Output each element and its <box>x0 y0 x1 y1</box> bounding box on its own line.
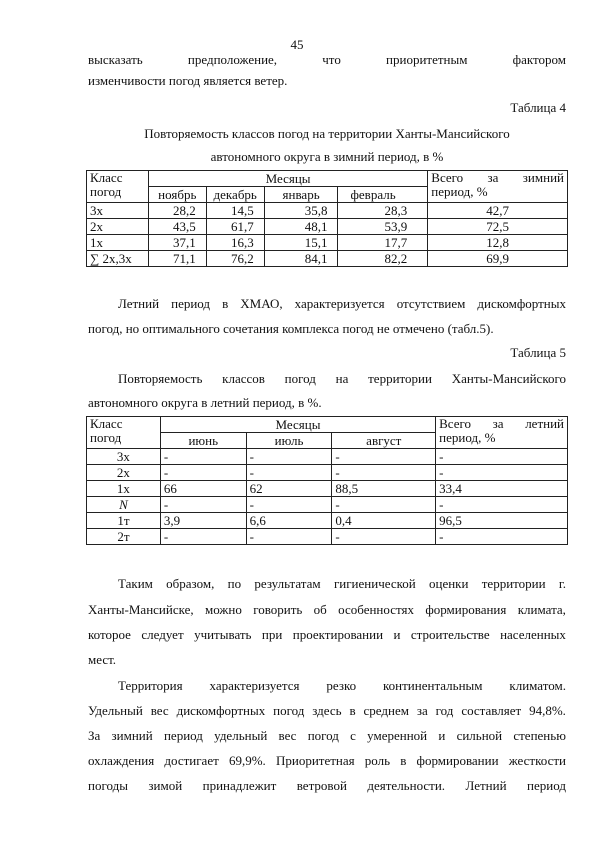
month-header: июль <box>246 433 332 449</box>
word: Таким <box>118 576 153 591</box>
total-cell: 69,9 <box>428 251 568 267</box>
value-cell: - <box>332 529 436 545</box>
word: сильной <box>456 728 503 743</box>
value-cell: 17,7 <box>338 235 428 251</box>
word: характеризуется <box>294 296 385 311</box>
word: приоритетным <box>386 52 468 67</box>
value-cell: - <box>332 465 436 481</box>
row-class-cell: 2т <box>87 529 161 545</box>
total-cell: 96,5 <box>436 513 568 529</box>
word: на <box>335 371 349 386</box>
month-header: февраль <box>338 187 428 203</box>
value-cell: - <box>332 449 436 465</box>
word: Ханты-Мансийске, <box>88 602 194 617</box>
word: летний <box>525 416 564 431</box>
value-cell: 88,5 <box>332 481 436 497</box>
word: резко <box>326 678 357 693</box>
value-cell: 76,2 <box>206 251 264 267</box>
value-cell: 28,2 <box>148 203 206 219</box>
table-row <box>87 171 568 187</box>
word: дискомфортных <box>176 703 266 718</box>
row-class-cell: N <box>87 497 161 513</box>
word: строительстве <box>410 627 490 642</box>
total-cell: - <box>436 465 568 481</box>
word: с <box>350 728 356 743</box>
table-row <box>87 513 568 529</box>
total-cell: - <box>436 529 568 545</box>
word: степенью <box>513 728 566 743</box>
value-cell: 37,1 <box>148 235 206 251</box>
word: за <box>492 416 504 431</box>
paragraph-4-line-3 <box>88 728 566 744</box>
value-cell: 62 <box>246 481 332 497</box>
value-cell: 84,1 <box>264 251 338 267</box>
value-cell: - <box>246 529 332 545</box>
value-cell: 71,1 <box>148 251 206 267</box>
row-class-cell: 1х <box>87 235 149 251</box>
value-cell: - <box>160 529 246 545</box>
value-cell: - <box>160 449 246 465</box>
word: территории <box>368 371 432 386</box>
table-row <box>87 449 568 465</box>
word: результатам <box>254 576 321 591</box>
word: оценки <box>429 576 469 591</box>
word: следует <box>141 627 184 642</box>
value-cell: 28,3 <box>338 203 428 219</box>
word: классов <box>222 371 265 386</box>
word: 94,8%. <box>529 703 566 718</box>
value-cell: 16,3 <box>206 235 264 251</box>
paragraph-1-line-1 <box>88 52 566 68</box>
word: деятельности. <box>367 778 446 793</box>
word: вес <box>278 728 297 743</box>
word: континентальным <box>383 678 483 693</box>
table-4-title-line-1: Повторяемость классов погод на территории Ханты-Мансийского <box>144 126 510 141</box>
word: характеризуется <box>209 678 300 693</box>
word: зимой <box>148 778 183 793</box>
word: Летний <box>118 296 160 311</box>
word: здесь <box>312 703 342 718</box>
value-cell: - <box>246 465 332 481</box>
word: образом, <box>166 576 215 591</box>
word: в <box>222 296 229 311</box>
table-header-class: Класс погод <box>87 171 149 203</box>
word: которое <box>88 627 131 642</box>
word: Повторяемость <box>118 371 203 386</box>
word: можно <box>204 602 242 617</box>
paragraph-3-line-4: мест. <box>88 652 117 667</box>
month-header: июнь <box>160 433 246 449</box>
word: и <box>438 728 446 743</box>
total-cell: - <box>436 497 568 513</box>
word: Летний <box>465 778 507 793</box>
value-cell: 48,1 <box>264 219 338 235</box>
word: что <box>322 52 341 67</box>
table-4 <box>86 170 568 267</box>
word: Ханты-Мансийского <box>451 371 566 386</box>
word: формирования <box>425 602 507 617</box>
word: удельный <box>214 728 268 743</box>
word: умеренной <box>367 728 428 743</box>
paragraph-4-line-1 <box>118 678 566 694</box>
table-5-title-line-2: автономного округа в летний период, в %. <box>88 395 322 410</box>
value-cell: - <box>246 497 332 513</box>
value-cell: 0,4 <box>332 513 436 529</box>
table-header-class: Класс погод <box>87 417 161 449</box>
word: За <box>88 728 101 743</box>
page-number: 45 <box>290 37 304 52</box>
word: Всего <box>431 170 464 185</box>
value-cell: 14,5 <box>206 203 264 219</box>
word: погоды <box>88 778 128 793</box>
table-header-total: Всего за летний период, % <box>436 417 568 449</box>
word: климата, <box>517 602 566 617</box>
word: ХМАО, <box>240 296 283 311</box>
value-cell: 35,8 <box>264 203 338 219</box>
word: ветровой <box>296 778 347 793</box>
month-header: январь <box>264 187 338 203</box>
table-row <box>87 219 568 235</box>
word: за <box>487 170 499 185</box>
word: особенностях <box>338 602 414 617</box>
word: погод <box>284 371 316 386</box>
word: за <box>416 703 428 718</box>
word: составляет <box>461 703 522 718</box>
value-cell: 6,6 <box>246 513 332 529</box>
table-row <box>87 235 568 251</box>
table-row <box>87 417 568 433</box>
word: период <box>527 778 566 793</box>
value-cell: - <box>332 497 436 513</box>
paragraph-2-line-2: погод, но оптимального сочетания комплекса погод не отмечено (табл.5). <box>88 321 494 336</box>
paragraph-1-line-2: изменчивости погод является ветер. <box>88 73 288 88</box>
word: высказать <box>88 52 143 67</box>
total-cell: 33,4 <box>436 481 568 497</box>
table-4-title-line-2: автономного округа в зимний период, в % <box>210 149 444 164</box>
table-row <box>87 481 568 497</box>
paragraph-3-line-3 <box>88 627 566 643</box>
value-cell: 53,9 <box>338 219 428 235</box>
word: г. <box>558 576 566 591</box>
word: достигает <box>164 753 219 768</box>
table-5-label: Таблица 5 <box>510 345 566 360</box>
word: Всего <box>439 416 472 431</box>
word: в <box>349 703 356 718</box>
table-header-months: Месяцы <box>148 171 427 187</box>
row-class-cell: 3х <box>87 203 149 219</box>
table-5 <box>86 416 568 545</box>
table-5-title-line-1 <box>118 371 566 387</box>
paragraph-2-line-1 <box>118 296 566 312</box>
table-row <box>87 529 568 545</box>
word: населенных <box>500 627 566 642</box>
value-cell: 82,2 <box>338 251 428 267</box>
table-header-months: Месяцы <box>160 417 435 433</box>
word: предположение, <box>187 52 278 67</box>
paragraph-4-line-4 <box>88 753 566 769</box>
word: говорить <box>253 602 303 617</box>
row-class-cell: 3х <box>87 449 161 465</box>
word: год <box>435 703 454 718</box>
table-row <box>87 251 568 267</box>
word: вес <box>150 703 169 718</box>
month-header: ноябрь <box>148 187 206 203</box>
word: дискомфортных <box>477 296 566 311</box>
word: формировании <box>416 753 499 768</box>
word: проектировании <box>292 627 384 642</box>
month-header: декабрь <box>206 187 264 203</box>
paragraph-4-line-2 <box>88 703 566 719</box>
value-cell: - <box>160 497 246 513</box>
row-class-cell: ∑ 2х,3х <box>87 251 149 267</box>
word: в <box>400 753 407 768</box>
word: период <box>163 728 203 743</box>
table-header-total: Всего за зимний период, % <box>428 171 568 203</box>
total-cell: 72,5 <box>428 219 568 235</box>
month-header: август <box>332 433 436 449</box>
word: климатом. <box>509 678 566 693</box>
value-cell: 43,5 <box>148 219 206 235</box>
paragraph-3-line-1 <box>118 576 566 592</box>
value-cell: 15,1 <box>264 235 338 251</box>
total-cell: 12,8 <box>428 235 568 251</box>
word: зимний <box>111 728 153 743</box>
word: принадлежит <box>202 778 277 793</box>
word: гигиенической <box>333 576 416 591</box>
value-cell: 66 <box>160 481 246 497</box>
row-class-cell: 2х <box>87 465 161 481</box>
word: погод <box>307 728 339 743</box>
word: жесткости <box>508 753 566 768</box>
total-cell: 42,7 <box>428 203 568 219</box>
word: об <box>313 602 327 617</box>
word: Приоритетная <box>275 753 355 768</box>
row-class-cell: 1х <box>87 481 161 497</box>
total-cell: - <box>436 449 568 465</box>
value-cell: 61,7 <box>206 219 264 235</box>
word: среднем <box>363 703 409 718</box>
word: при <box>261 627 283 642</box>
word: охлаждения <box>88 753 155 768</box>
word: территории <box>481 576 546 591</box>
word: период <box>171 296 211 311</box>
row-class-cell: 1т <box>87 513 161 529</box>
table-4-label: Таблица 4 <box>510 100 566 115</box>
paragraph-4-line-5 <box>88 778 566 794</box>
word: роль <box>364 753 391 768</box>
word: 69,9%. <box>228 753 266 768</box>
word: по <box>227 576 242 591</box>
word: учитывать <box>194 627 252 642</box>
word: зимний <box>522 170 564 185</box>
table-row <box>87 465 568 481</box>
paragraph-3-line-2 <box>88 602 566 618</box>
word: Территория <box>118 678 183 693</box>
row-class-cell: 2х <box>87 219 149 235</box>
value-cell: - <box>160 465 246 481</box>
value-cell: 3,9 <box>160 513 246 529</box>
table-row <box>87 203 568 219</box>
word: отсутствием <box>396 296 466 311</box>
table-row <box>87 497 568 513</box>
value-cell: - <box>246 449 332 465</box>
word: фактором <box>512 52 566 67</box>
word: погод <box>273 703 305 718</box>
word: Удельный <box>88 703 143 718</box>
word: и <box>393 627 401 642</box>
